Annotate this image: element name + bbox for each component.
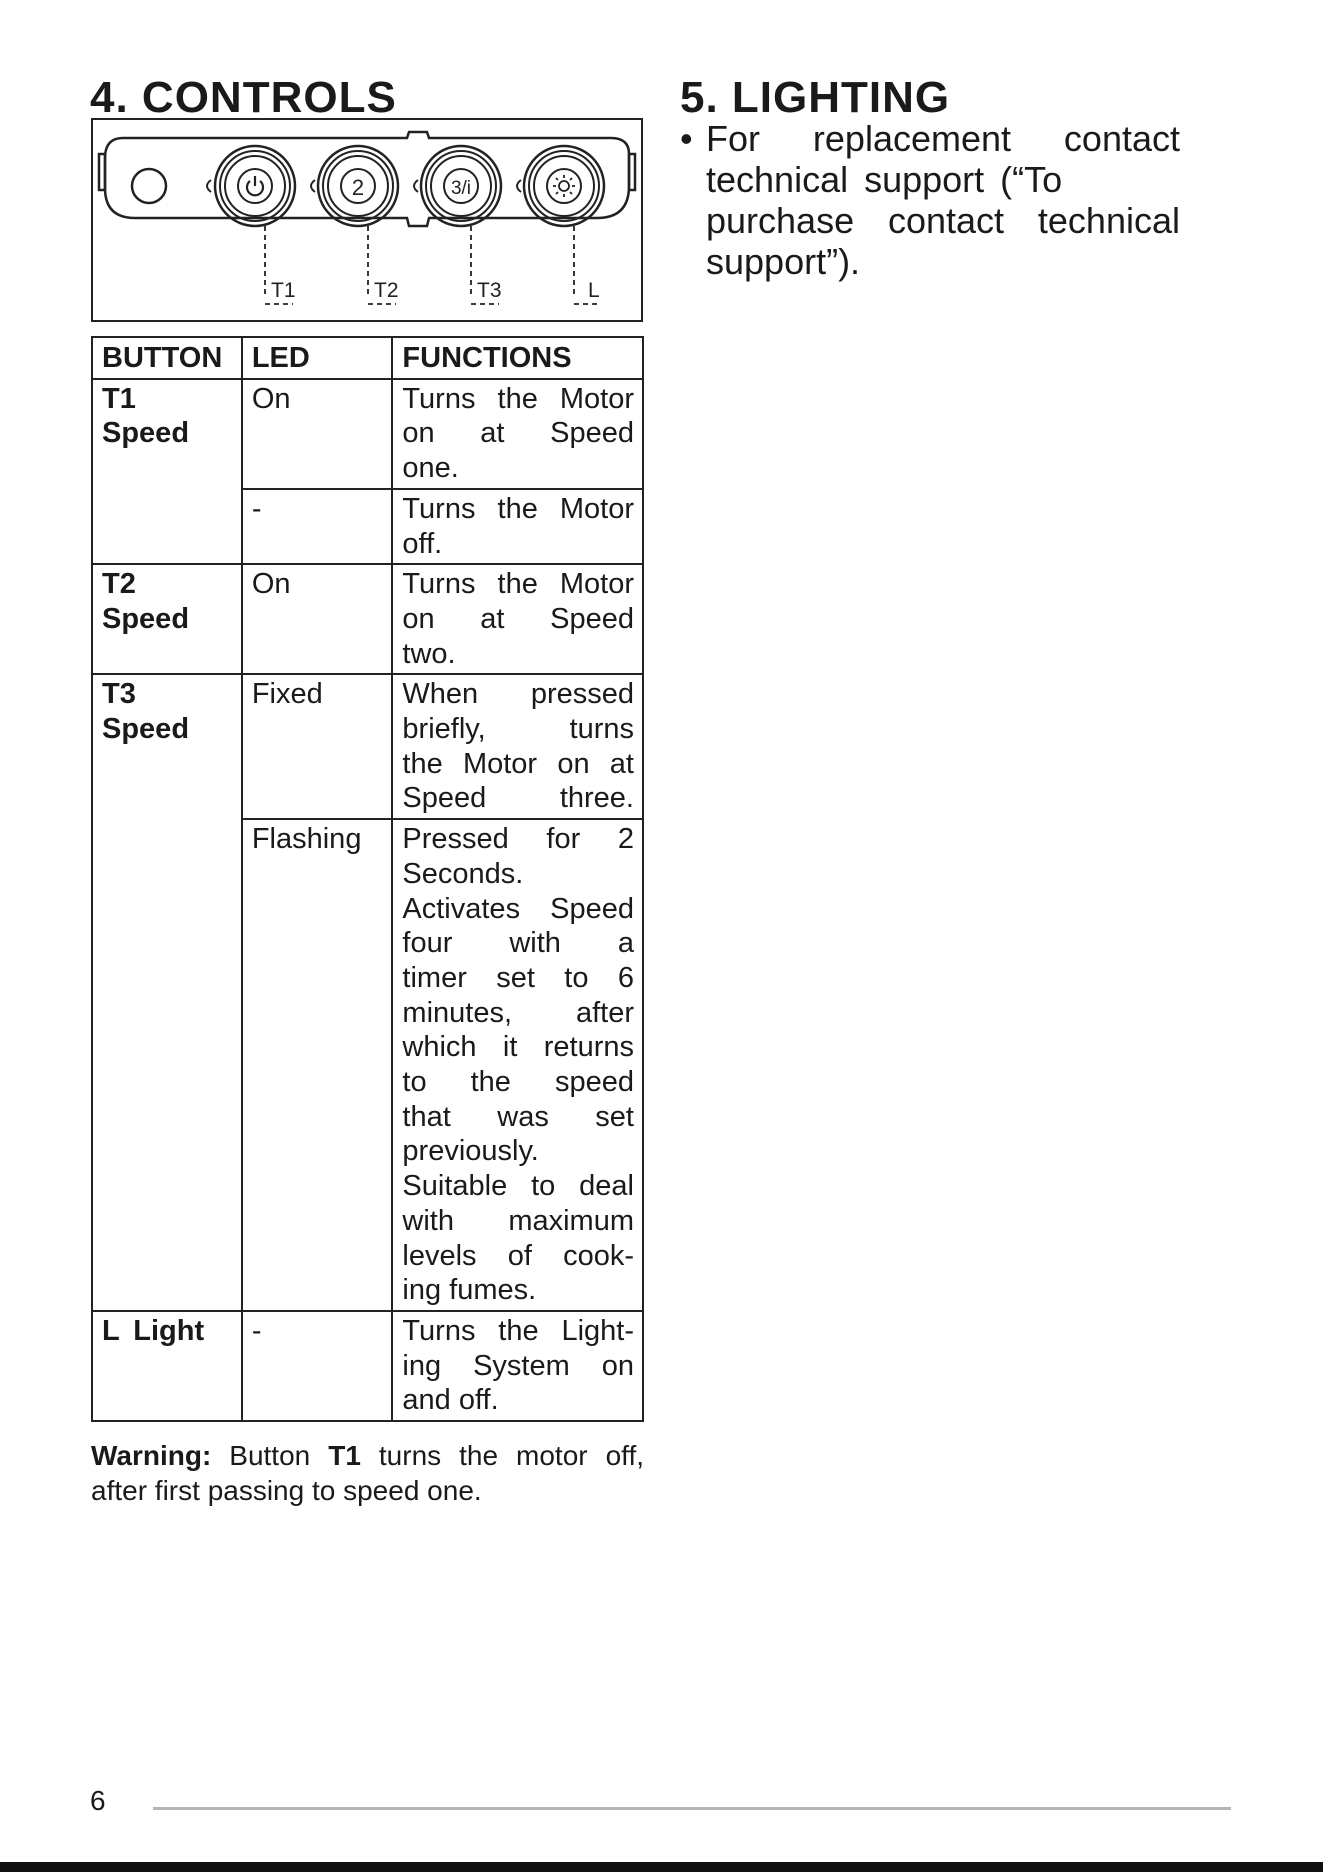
- led-cell: On: [242, 379, 393, 489]
- table-row: [92, 674, 643, 819]
- function-line: Turns the Motor: [402, 492, 634, 525]
- table-row: [92, 1311, 643, 1421]
- function-line: minutes, after: [402, 996, 634, 1029]
- function-line: previously.: [402, 1135, 539, 1168]
- led-cell: -: [242, 1311, 393, 1421]
- warning-line-1: [91, 1438, 644, 1473]
- function-line: briefly, turns: [402, 713, 634, 746]
- function-line: one.: [402, 452, 459, 485]
- warning-label: Warning:: [91, 1440, 212, 1471]
- function-cell: [392, 819, 643, 1311]
- label-t1: T1: [271, 279, 296, 302]
- header-functions: FUNCTIONS: [392, 337, 643, 379]
- page-number: 6: [90, 1785, 106, 1816]
- label-t2: T2: [374, 279, 399, 302]
- controls-heading: 4. CONTROLS: [90, 73, 397, 122]
- function-cell: [392, 1311, 643, 1421]
- button-t3: [414, 146, 501, 226]
- control-panel-diagram: [91, 118, 643, 322]
- function-line: with maximum: [402, 1204, 634, 1237]
- lighting-line: technical support (“To: [706, 159, 1063, 200]
- control-panel-illustration: [93, 120, 645, 324]
- function-line: Pressed for 2: [402, 823, 634, 856]
- table-header-row: [92, 337, 643, 379]
- warning-note: [91, 1438, 644, 1508]
- button-type: Speed: [102, 417, 190, 450]
- button-cell: [92, 564, 242, 674]
- function-line: Activates Speed: [402, 892, 634, 925]
- function-line: Turns the Light-: [402, 1314, 634, 1347]
- button-type: Speed: [102, 713, 190, 746]
- button-type: Speed: [102, 602, 190, 635]
- footer-divider: [153, 1807, 1231, 1810]
- lighting-heading: 5. LIGHTING: [680, 73, 951, 122]
- warning-button: T1: [328, 1440, 361, 1471]
- button-t1: [207, 146, 295, 226]
- function-line: ing fumes.: [402, 1274, 537, 1307]
- lighting-line: For replacement contact: [706, 118, 1180, 159]
- function-line: four with a: [402, 927, 634, 960]
- function-line: two.: [402, 637, 456, 670]
- button-cell: [92, 674, 242, 1311]
- label-t3: T3: [477, 279, 502, 302]
- lighting-bullet-item: [680, 118, 1180, 282]
- light-bulb-icon: [553, 175, 575, 197]
- function-line: Seconds.: [402, 857, 524, 890]
- function-cell: [392, 489, 643, 564]
- label-l: L: [588, 279, 600, 302]
- function-line: to the speed: [402, 1066, 634, 1099]
- button-cell: [92, 1311, 242, 1421]
- power-icon: [247, 176, 263, 195]
- button-t2-glyph: 2: [351, 175, 365, 200]
- function-line: off.: [402, 527, 443, 560]
- function-line: Turns the Motor: [402, 568, 634, 601]
- function-line: on at Speed: [402, 417, 634, 450]
- function-line: ing System on: [402, 1349, 634, 1382]
- button-name: T1: [102, 382, 136, 415]
- function-line: which it returns: [402, 1031, 634, 1064]
- function-line: that was set: [402, 1100, 634, 1133]
- function-line: When pressed: [402, 678, 634, 711]
- led-cell: Flashing: [242, 819, 393, 1311]
- function-line: levels of cook-: [402, 1239, 634, 1272]
- header-button: BUTTON: [92, 337, 242, 379]
- table-row: [92, 564, 643, 674]
- led-cell: -: [242, 489, 393, 564]
- function-cell: [392, 674, 643, 819]
- bullet-mark: •: [680, 118, 693, 159]
- function-line: and off.: [402, 1384, 499, 1417]
- led-cell: Fixed: [242, 674, 393, 819]
- button-name: L Light: [102, 1314, 205, 1347]
- header-led: LED: [242, 337, 393, 379]
- table-row: [92, 379, 643, 489]
- function-line: Speed three.: [402, 782, 634, 815]
- function-line: timer set to 6: [402, 961, 634, 994]
- led-cell: On: [242, 564, 393, 674]
- button-t2: [311, 146, 398, 226]
- function-line: on at Speed: [402, 602, 634, 635]
- function-cell: [392, 379, 643, 489]
- function-cell: [392, 564, 643, 674]
- lighting-line: support”).: [706, 241, 861, 282]
- lighting-line: purchase contact technical: [706, 200, 1180, 241]
- button-t3-glyph: 3/i: [450, 178, 472, 199]
- warning-text: Button: [211, 1440, 329, 1471]
- button-cell: [92, 379, 242, 565]
- page-bottom-edge: [0, 1862, 1323, 1872]
- controls-table: [91, 336, 644, 1422]
- warning-line-2: after first passing to speed one.: [91, 1475, 482, 1506]
- button-name: T2: [102, 568, 136, 601]
- function-line: Turns the Motor: [402, 382, 634, 415]
- button-l: [517, 146, 604, 226]
- button-name: T3: [102, 678, 136, 711]
- function-line: Suitable to deal: [402, 1170, 634, 1203]
- function-line: the Motor on at: [402, 747, 634, 780]
- warning-text: turns the motor off,: [360, 1440, 645, 1471]
